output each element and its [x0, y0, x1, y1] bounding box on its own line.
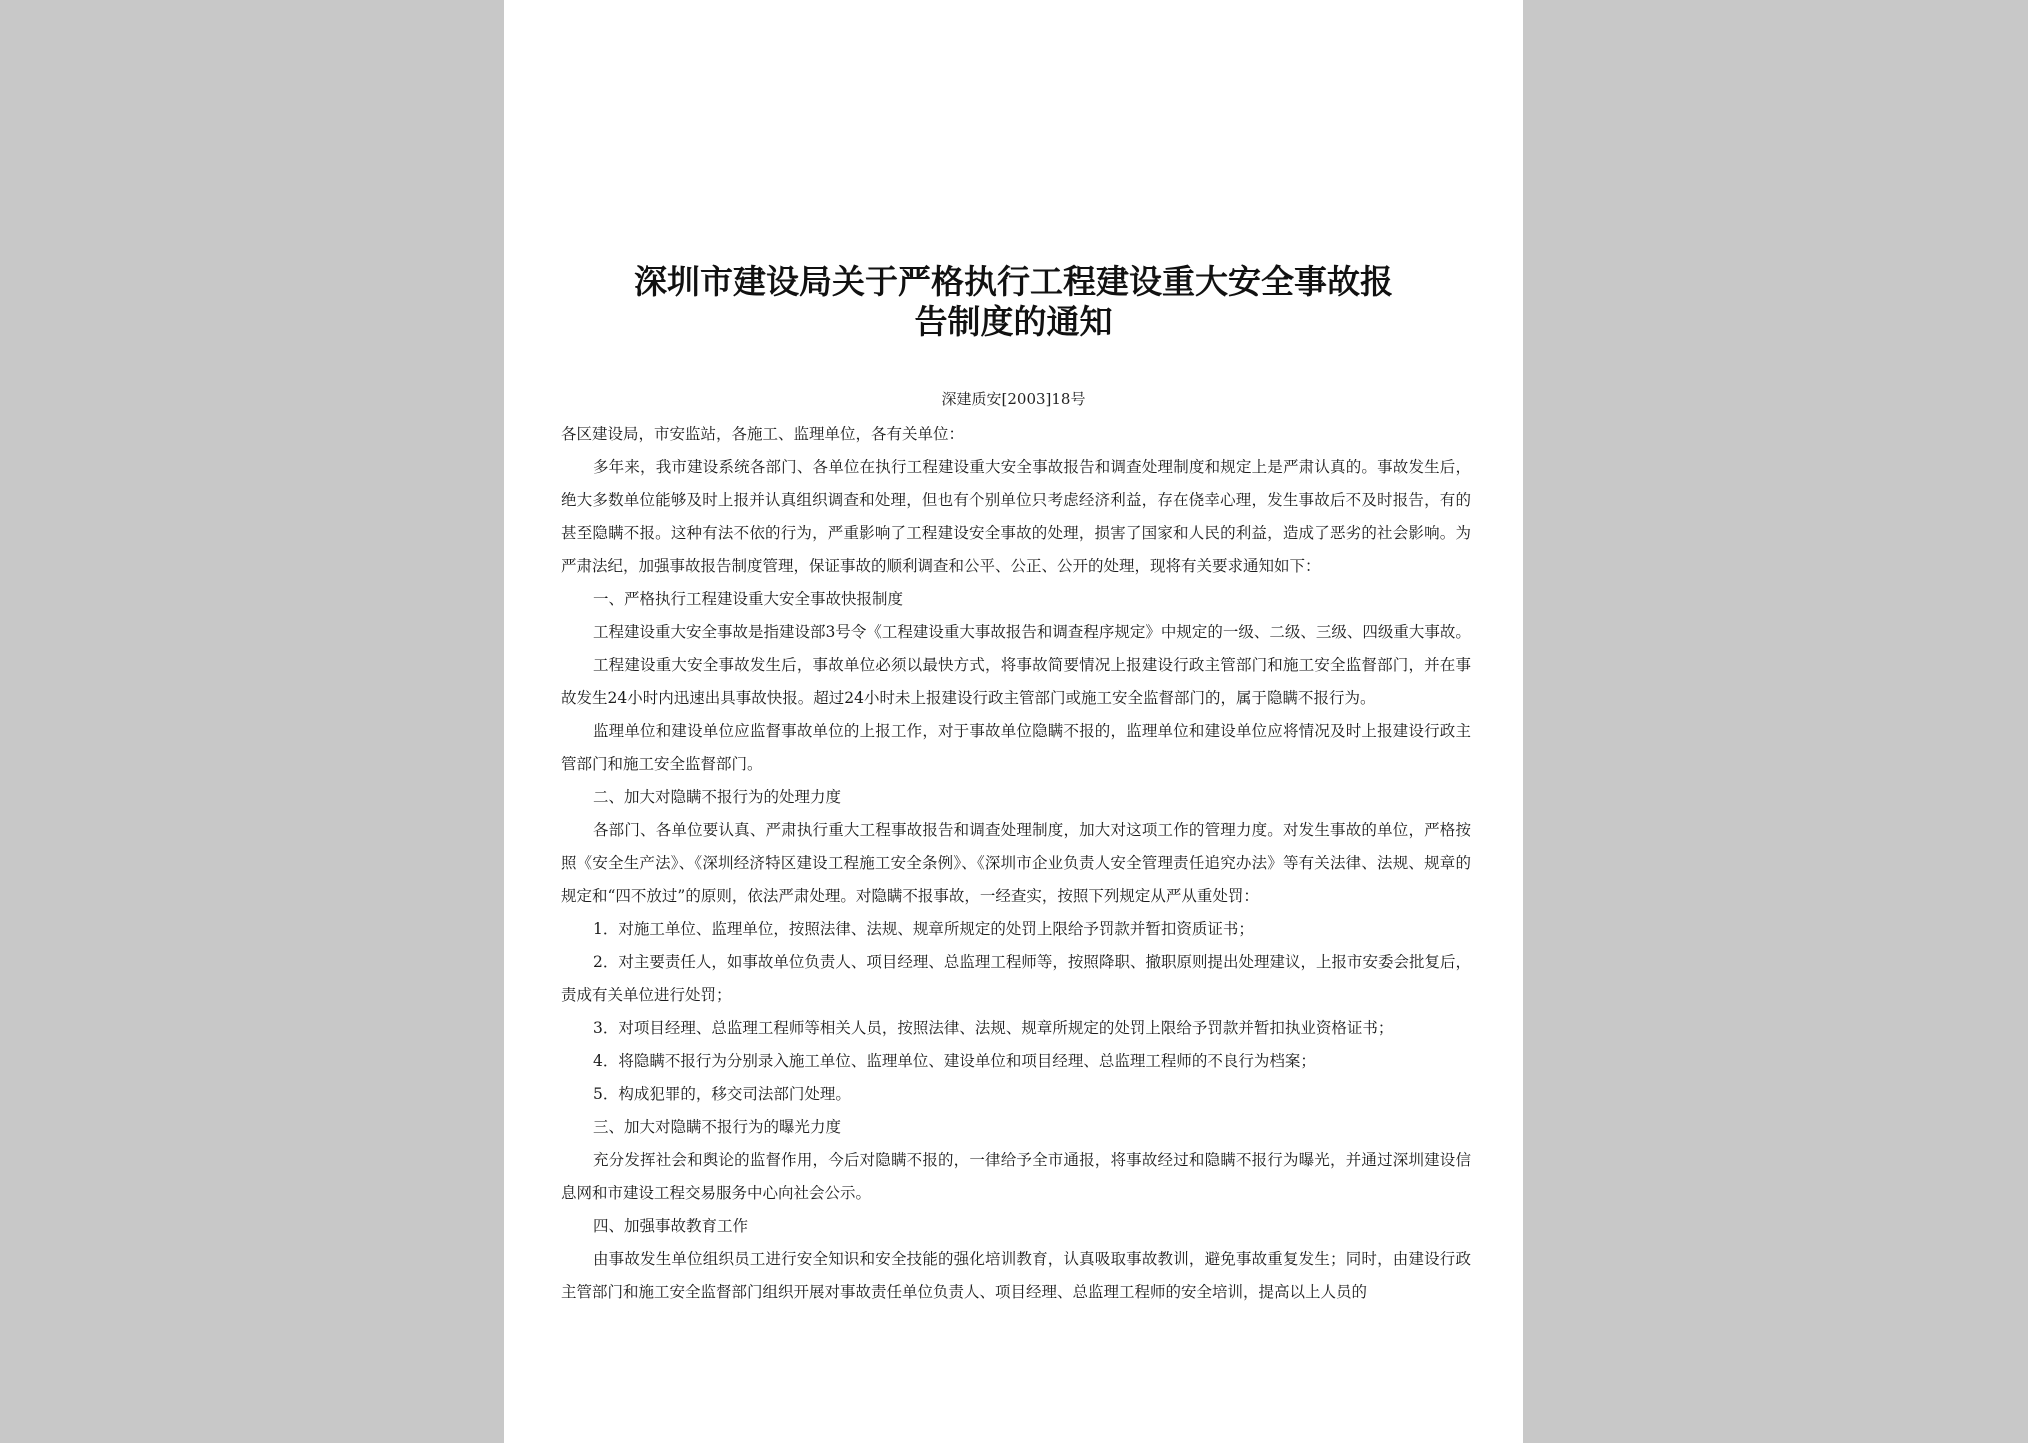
addressee: 各区建设局，市安监站，各施工、监理单位，各有关单位： [561, 425, 965, 443]
paragraph: 监理单位和建设单位应监督事故单位的上报工作，对于事故单位隐瞒不报的，监理单位和建设单位应将情况及时上报建设行政主管部门和施工安全监督部门。 [561, 722, 1471, 773]
document-number: 深建质安[2003]18号 [941, 390, 1086, 408]
title-line-1: 深圳市建设局关于严格执行工程建设重大安全事故报 [634, 262, 1393, 301]
section-heading-2: 二、加大对隐瞒不报行为的处理力度 [593, 788, 842, 806]
list-item: 2．对主要责任人，如事故单位负责人、项目经理、总监理工程师等，按照降职、撤职原则提出处理建议，上报市安委会批复后，责成有关单位进行处罚； [561, 953, 1471, 1004]
list-item: 3．对项目经理、总监理工程师等相关人员，按照法律、法规、规章所规定的处罚上限给予罚款并暂扣执业资格证书； [593, 1019, 1394, 1037]
paragraph: 充分发挥社会和舆论的监督作用，今后对隐瞒不报的，一律给予全市通报，将事故经过和隐瞒不报行为曝光，并通过深圳建设信息网和市建设工程交易服务中心向社会公示。 [561, 1151, 1471, 1202]
paragraph: 各部门、各单位要认真、严肃执行重大工程事故报告和调查处理制度，加大对这项工作的管理力度。对发生事故的单位，严格按照《安全生产法》、《深圳经济特区建设工程施工安全条例》、《深圳市企业负责人安全管理责任追究办法》等有关法律、法规、规章的规定和“四不放过”的原则，依法严肃处理。对隐瞒不报事故，一经查实，按照下列规定从严从重处罚： [561, 821, 1471, 905]
document-body [561, 418, 1471, 1309]
list-item: 5．构成犯罪的，移交司法部门处理。 [593, 1085, 851, 1103]
paragraph: 多年来，我市建设系统各部门、各单位在执行工程建设重大安全事故报告和调查处理制度和规定上是严肃认真的。事故发生后，绝大多数单位能够及时上报并认真组织调查和处理，但也有个别单位只考虑经济利益，存在侥幸心理，发生事故后不及时报告，有的甚至隐瞒不报。这种有法不依的行为，严重影响了工程建设安全事故的处理，损害了国家和人民的利益，造成了恶劣的社会影响。为严肃法纪，加强事故报告制度管理，保证事故的顺利调查和公平、公正、公开的处理，现将有关要求通知如下： [561, 458, 1471, 575]
section-heading-1: 一、严格执行工程建设重大安全事故快报制度 [593, 590, 904, 608]
section-heading-4: 四、加强事故教育工作 [593, 1217, 749, 1235]
section-heading-3: 三、加大对隐瞒不报行为的曝光力度 [593, 1118, 842, 1136]
title-line-2: 告制度的通知 [914, 302, 1113, 341]
paragraph: 由事故发生单位组织员工进行安全知识和安全技能的强化培训教育，认真吸取事故教训，避免事故重复发生；同时，由建设行政主管部门和施工安全监督部门组织开展对事故责任单位负责人、项目经理、总监理工程师的安全培训，提高以上人员的 [561, 1250, 1471, 1301]
list-item: 4．将隐瞒不报行为分别录入施工单位、监理单位、建设单位和项目经理、总监理工程师的不良行为档案； [593, 1052, 1316, 1070]
document-title [504, 262, 1523, 342]
paragraph: 工程建设重大安全事故发生后，事故单位必须以最快方式，将事故简要情况上报建设行政主管部门和施工安全监督部门，并在事故发生24小时内迅速出具事故快报。超过24小时未上报建设行政主管部门或施工安全监督部门的，属于隐瞒不报行为。 [561, 656, 1471, 707]
document-page [504, 0, 1523, 1443]
list-item: 1．对施工单位、监理单位，按照法律、法规、规章所规定的处罚上限给予罚款并暂扣资质证书； [593, 920, 1254, 938]
paragraph: 工程建设重大安全事故是指建设部3号令《工程建设重大事故报告和调查程序规定》中规定的一级、二级、三级、四级重大事故。 [593, 623, 1471, 641]
